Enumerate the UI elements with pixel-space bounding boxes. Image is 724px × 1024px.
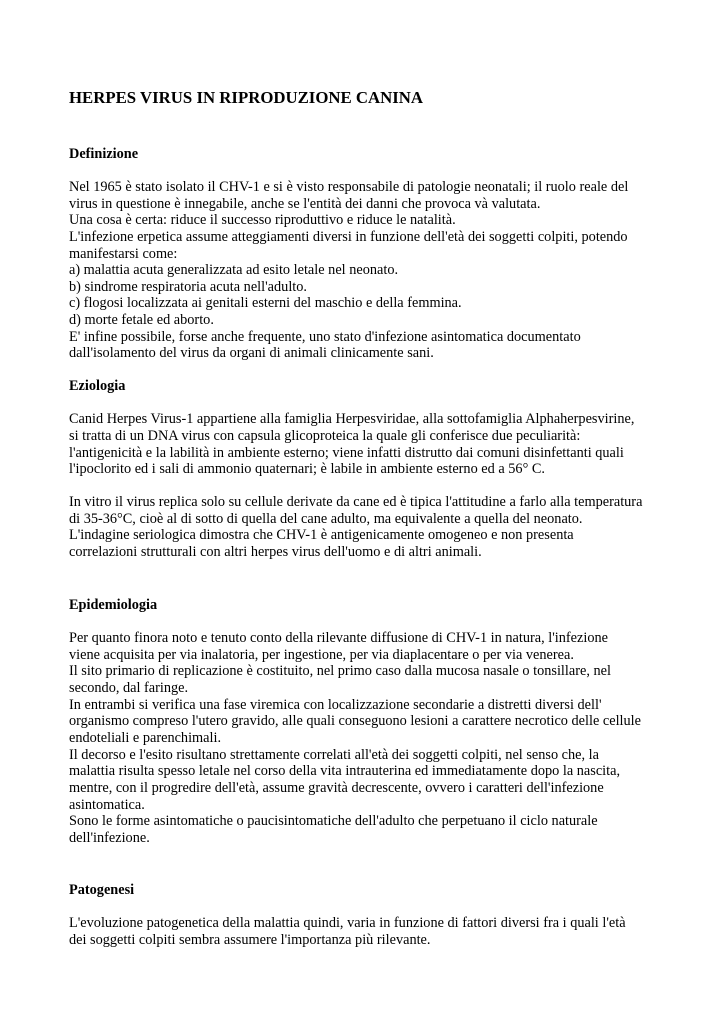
paragraph-line: a) malattia acuta generalizzata ad esito letale nel neonato. xyxy=(69,262,399,278)
paragraph-line: L'indagine seriologica dimostra che CHV-1 è antigenicamente omogeneo e non presenta xyxy=(69,527,574,543)
paragraph-line: asintomatica. xyxy=(69,797,145,813)
paragraph-line: L'infezione erpetica assume atteggiamenti diversi in funzione dell'età dei soggetti colpiti, potendo xyxy=(69,229,628,245)
paragraph-line: l'ipoclorito ed i sali di ammonio quaternari; è labile in ambiente esterno ed a 56° C. xyxy=(69,461,545,477)
paragraph-line: dei soggetti colpiti sembra assumere l'importanza più rilevante. xyxy=(69,932,431,948)
paragraph-line: Sono le forme asintomatiche o paucisintomatiche dell'adulto che perpetuano il ciclo naturale xyxy=(69,813,598,829)
paragraph-line: In vitro il virus replica solo su cellule derivate da cane ed è tipica l'attitudine a farlo alla temperatura xyxy=(69,494,643,510)
paragraph-line: correlazioni strutturali con altri herpes virus dell'uomo e di altri animali. xyxy=(69,544,482,560)
paragraph-line: organismo compreso l'utero gravido, alle quali conseguono lesioni a carattere necrotico delle cellule xyxy=(69,713,641,729)
paragraph-line: mentre, con il progredire dell'età, assume gravità decrescente, ovvero i caratteri dell'infezione xyxy=(69,780,604,796)
paragraph-line: secondo, dal faringe. xyxy=(69,680,189,696)
paragraph-line: c) flogosi localizzata ai genitali esterni del maschio e della femmina. xyxy=(69,295,462,311)
paragraph-line: virus in questione è innegabile, anche se l'entità dei danni che provoca và valutata. xyxy=(69,196,541,212)
paragraph-line: d) morte fetale ed aborto. xyxy=(69,312,214,328)
paragraph-line: b) sindrome respiratoria acuta nell'adulto. xyxy=(69,279,307,295)
paragraph-line: manifestarsi come: xyxy=(69,246,178,262)
paragraph-line: dell'infezione. xyxy=(69,830,150,846)
paragraph-line: di 35-36°C, cioè al di sotto di quella del cane adulto, ma equivalente a quella del neonato. xyxy=(69,511,583,527)
paragraph-line: dall'isolamento del virus da organi di animali clinicamente sani. xyxy=(69,345,434,361)
paragraph-line: Il decorso e l'esito risultano strettamente correlati all'età dei soggetti colpiti, nel senso che, la xyxy=(69,747,599,763)
paragraph-line: Il sito primario di replicazione è costituito, nel primo caso dalla mucosa nasale o tonsillare, nel xyxy=(69,663,611,679)
paragraph-line: Una cosa è certa: riduce il successo riproduttivo e riduce le natalità. xyxy=(69,212,456,228)
paragraph-line: malattia risulta spesso letale nel corso della vita intrauterina ed immediatamente dopo la nascita, xyxy=(69,763,621,779)
section-heading-patogenesi: Patogenesi xyxy=(69,882,135,898)
paragraph-line: In entrambi si verifica una fase viremica con localizzazione secondarie a distretti diversi dell' xyxy=(69,697,602,713)
paragraph-line: endoteliali e parenchimali. xyxy=(69,730,222,746)
paragraph-line: L'evoluzione patogenetica della malattia quindi, varia in funzione di fattori diversi fra i quali l'età xyxy=(69,915,626,931)
section-heading-eziologia: Eziologia xyxy=(69,378,126,394)
section-heading-epidemiologia: Epidemiologia xyxy=(69,597,158,613)
paragraph-line: Canid Herpes Virus-1 appartiene alla famiglia Herpesviridae, alla sottofamiglia Alphaherpesvirine, xyxy=(69,411,635,427)
paragraph-line: l'antigenicità e la labilità in ambiente esterno; viene infatti distrutto dai comuni disinfettanti quali xyxy=(69,445,624,461)
paragraph-line: si tratta di un DNA virus con capsula glicoproteica la quale gli conferisce due peculiarità: xyxy=(69,428,581,444)
section-heading-definizione: Definizione xyxy=(69,146,139,162)
paragraph-line: Nel 1965 è stato isolato il CHV-1 e si è visto responsabile di patologie neonatali; il ruolo reale del xyxy=(69,179,629,195)
document-title: HERPES VIRUS IN RIPRODUZIONE CANINA xyxy=(69,88,424,107)
paragraph-line: viene acquisita per via inalatoria, per ingestione, per via diaplacentare o per via venerea. xyxy=(69,647,574,663)
paragraph-line: E' infine possibile, forse anche frequente, uno stato d'infezione asintomatica documentato xyxy=(69,329,581,345)
paragraph-line: Per quanto finora noto e tenuto conto della rilevante diffusione di CHV-1 in natura, l'infezione xyxy=(69,630,608,646)
